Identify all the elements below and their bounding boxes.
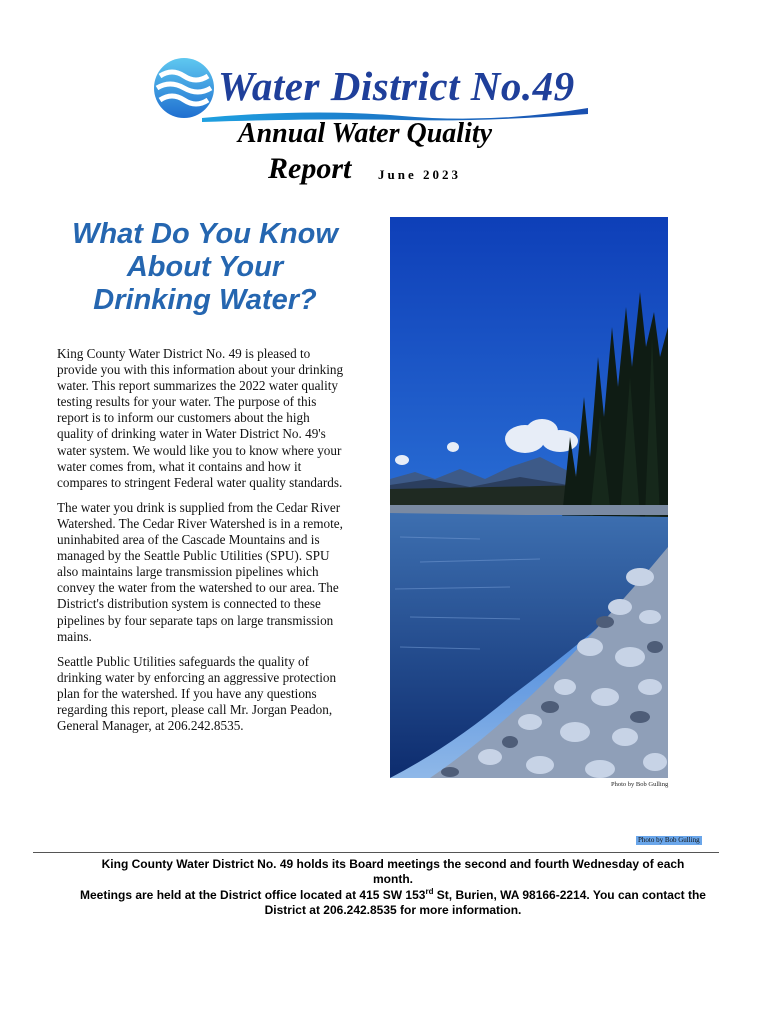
- section-headline: [40, 218, 370, 317]
- footer-line: District at 206.242.8535 for more information.: [264, 903, 522, 918]
- river-photo: [390, 217, 668, 778]
- footer-text: Meetings are held at the District office located at 415 SW 153: [80, 887, 426, 902]
- headline-line: Drinking Water?: [93, 284, 317, 316]
- footer-line: King County Water District No. 49 holds its Board meetings the second and fourth Wednesday of each month.: [101, 857, 685, 887]
- footer-divider: [33, 852, 719, 853]
- photo-caption: Photo by Bob Gulling: [611, 781, 669, 788]
- report-date: June 2023: [378, 167, 461, 182]
- footer-notice: [80, 857, 706, 919]
- footer-text: St, Burien, WA 98166-2214. You can contact the: [433, 887, 706, 902]
- body-paragraph: King County Water District No. 49 is pleased to provide you with this information about your drinking water. This report summarizes the 2022 water quality testing results for your water. The purpose of this report is to inform our customers about the high quality of drinking water in Water District No. 49's water system. We would like you to know where your water comes from, what it contains and how it compares to stringent Federal water quality standards.: [57, 346, 344, 490]
- footer-superscript: rd: [425, 886, 434, 896]
- headline-line: About Your: [126, 251, 284, 283]
- logo-text: Water District No.49: [218, 63, 575, 109]
- photo-credit-highlight: Photo by Bob Gulling: [638, 836, 700, 844]
- body-paragraph: The water you drink is supplied from the Cedar River Watershed. The Cedar River Watershed is in a remote, uninhabited area of the Cascade Mountains and is managed by the Seattle Public Utilities (SPU). SPU also maintains large transmission pipelines which convey the water from the watershed to our area. The District's distribution system is connected to these pipelines by four separate taps on large transmission mains.: [57, 499, 343, 644]
- body-paragraph: Seattle Public Utilities safeguards the quality of drinking water by enforcing an aggressive protection plan for the watershed. If you have any questions regarding this report, please call Mr. Jorgan Peadon, General Manager, at 206.242.8535.: [57, 653, 337, 734]
- body-text: [57, 346, 347, 743]
- report-title-line2: Report: [268, 152, 352, 185]
- footer-line: [80, 888, 706, 903]
- report-title-line1: Annual Water Quality: [237, 118, 493, 149]
- headline-line: What Do You Know: [72, 218, 338, 250]
